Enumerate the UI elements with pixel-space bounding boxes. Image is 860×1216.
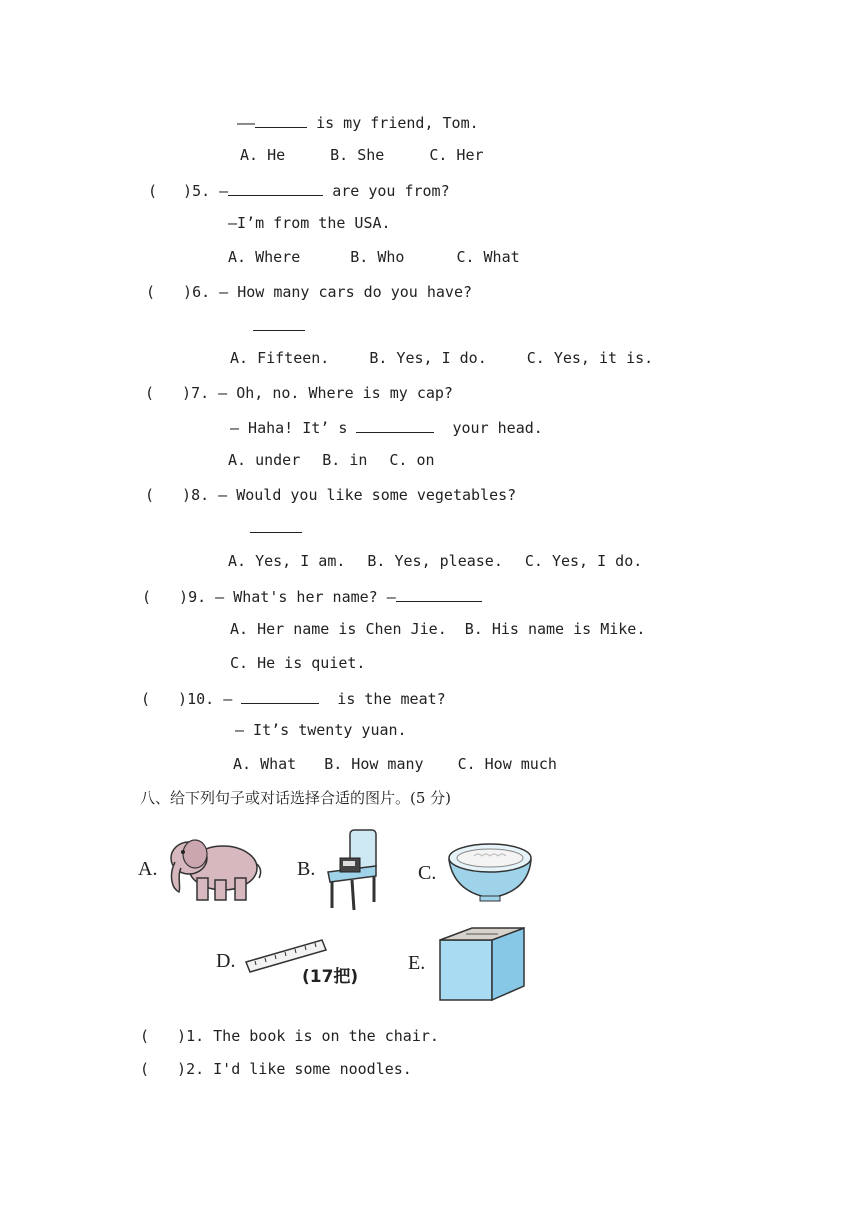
q10-option-b[interactable]: B. How many (324, 755, 424, 773)
picture-d-label: D. (216, 950, 236, 972)
elephant-icon (165, 830, 265, 906)
q7-answer-slot[interactable] (154, 382, 182, 398)
q9-number: 9. (188, 588, 207, 606)
q10-option-c[interactable]: C. How much (457, 755, 557, 773)
q9-option-c[interactable]: C. He is quiet. (230, 654, 366, 672)
section8-item-2: ( )2. I'd like some noodles. (140, 1060, 412, 1078)
q6-answer-slot[interactable] (155, 281, 183, 297)
q5-number: 5. (192, 182, 211, 200)
q10-blank[interactable] (241, 687, 319, 704)
picture-b-label: B. (297, 858, 316, 880)
q6-options (230, 348, 653, 368)
q10-option-a[interactable]: A. What (233, 755, 297, 773)
q8-answer-slot[interactable] (154, 484, 182, 500)
q10-response: — It’s twenty yuan. (235, 721, 407, 739)
q5-option-b[interactable]: B. Who (350, 248, 405, 266)
q8-option-a[interactable]: A. Yes, I am. (228, 552, 346, 570)
q8-question-line: ( )8. — Would you like some vegetables? (145, 486, 517, 504)
q7-response-line: — Haha! It’ s your head. (230, 416, 543, 438)
chair-with-book-icon (322, 828, 382, 912)
q8-option-c[interactable]: C. Yes, I do. (524, 552, 643, 570)
q4-option-b[interactable]: B. She (330, 146, 385, 164)
q8-number: 8. (191, 486, 210, 504)
q7-question-line: ( )7. — Oh, no. Where is my cap? (145, 384, 453, 402)
q4-options (240, 145, 484, 165)
q10-question-line: ( )10. — is the meat? (141, 687, 446, 709)
noodle-bowl-icon (446, 838, 534, 904)
q9-options-row1 (230, 619, 645, 639)
section-8-heading: 八、给下列句子或对话选择合适的图片。(5 分) (140, 789, 452, 807)
q9-blank[interactable] (396, 585, 482, 602)
q5-answer-slot[interactable] (157, 180, 183, 196)
picture-e-label: E. (408, 952, 426, 974)
q5-response: —I’m from the USA. (228, 214, 391, 232)
q6-option-a[interactable]: A. Fifteen. (230, 349, 330, 367)
q9-option-a[interactable]: A. Her name is Chen Jie. (230, 620, 447, 638)
q9-question-line: ( )9. — What's her name? — (142, 585, 482, 607)
picture-a-label: A. (138, 858, 158, 880)
q9-option-b[interactable]: B. His name is Mike. (464, 620, 646, 638)
q6-number: 6. (192, 283, 211, 301)
q7-option-a[interactable]: A. under (228, 451, 301, 469)
q10-number: 10. (187, 690, 215, 708)
q4-blank[interactable] (255, 111, 307, 128)
q7-blank[interactable] (356, 416, 434, 433)
q9-answer-slot[interactable] (151, 586, 179, 602)
q8-option-b[interactable]: B. Yes, please. (367, 552, 503, 570)
box-icon (436, 924, 528, 1002)
q5-option-a[interactable]: A. Where (228, 248, 301, 266)
q6-option-b[interactable]: B. Yes, I do. (369, 349, 487, 367)
q5-option-c[interactable]: C. What (456, 248, 520, 266)
q7-options (228, 450, 435, 470)
ruler-caption: (17把) (302, 967, 359, 987)
q10-answer-slot[interactable] (150, 688, 178, 704)
q6-question-line: ( )6. — How many cars do you have? (146, 283, 473, 301)
q7-option-b[interactable]: B. in (322, 451, 368, 469)
q8-options (228, 551, 642, 571)
q6-option-c[interactable]: C. Yes, it is. (526, 349, 654, 367)
q5-blank[interactable] (228, 179, 323, 196)
section8-item-2-answer-slot[interactable] (149, 1058, 177, 1074)
q8-blank[interactable] (250, 516, 302, 533)
q4-option-a[interactable]: A. He (240, 146, 286, 164)
q7-number: 7. (191, 384, 210, 402)
q6-blank[interactable] (253, 314, 305, 331)
picture-c-label: C. (418, 862, 437, 884)
q5-question-line: ( )5. — are you from? (148, 179, 450, 201)
q4-option-c[interactable]: C. Her (429, 146, 484, 164)
section8-item-1: ( )1. The book is on the chair. (140, 1027, 439, 1045)
section8-item-1-answer-slot[interactable] (149, 1025, 177, 1041)
q10-options (233, 754, 557, 774)
q7-option-c[interactable]: C. on (389, 451, 435, 469)
q5-options (228, 247, 520, 267)
q4-answer-line: —— is my friend, Tom. (237, 111, 479, 133)
